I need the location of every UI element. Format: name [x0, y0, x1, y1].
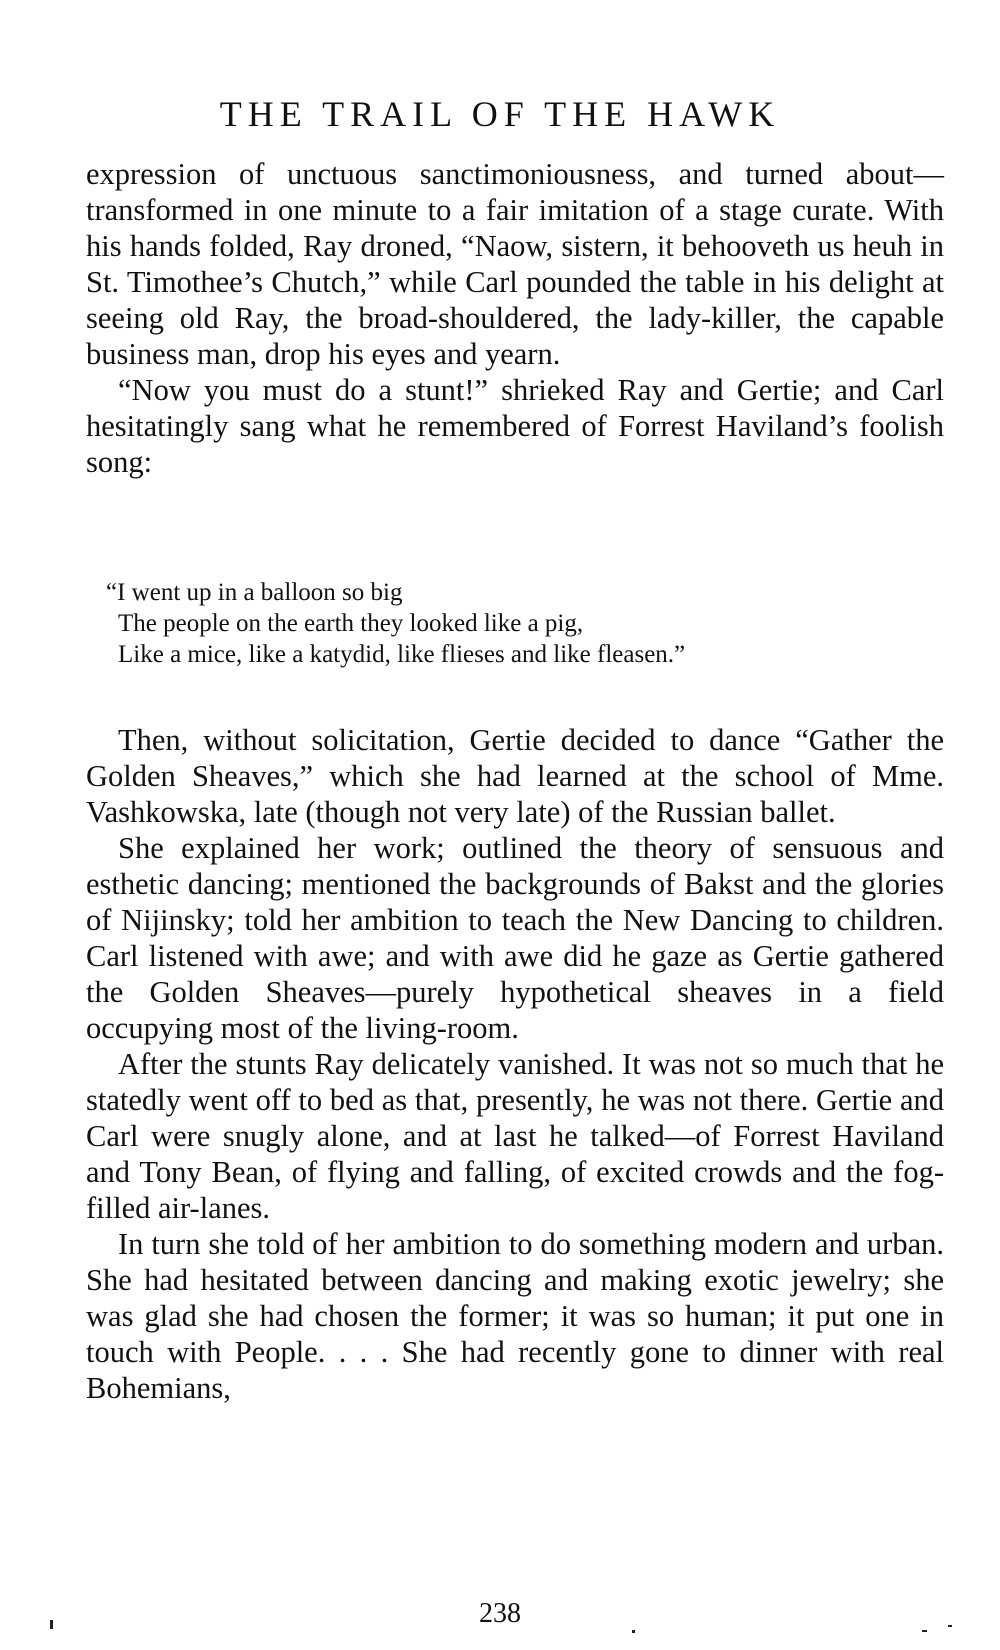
verse-line: “I went up in a balloon so big	[106, 579, 403, 606]
paragraph: expression of unctuous sanctimoniousness, and turned about—transformed in one minute to a fair imitation of a stage curate. With his hands folded, Ray droned, “Naow, sistern, it behooveth us heuh in St. Timothee’s Chutch,” while Carl pounded the table in his delight at seeing old Ray, the broad-shouldered, the lady-killer, the capable business man, drop his eyes and yearn.	[86, 157, 944, 371]
paragraph: In turn she told of her ambition to do something modern and urban. She had hesitated between dancing and making exotic jewelry; she was glad she had chosen the former; it was so human; it put one in touch with People. . . . She had recently gone to dinner with real Bohemians,	[86, 1227, 944, 1405]
scan-speck	[922, 1630, 927, 1632]
paragraph: “Now you must do a stunt!” shrieked Ray and Gertie; and Carl hesitatingly sang what he remembered of Forrest Haviland’s foolish song:	[86, 373, 944, 479]
verse-line: The people on the earth they looked like a pig,	[118, 610, 584, 637]
song-verse	[106, 577, 938, 670]
scan-speck	[50, 1620, 53, 1629]
paragraph: After the stunts Ray delicately vanished. It was not so much that he statedly went off to bed as that, presently, he was not there. Gertie and Carl were snugly alone, and at last he talked—of Forrest Haviland and Tony Bean, of flying and falling, of excited crowds and the fog-filled air-lanes.	[86, 1047, 944, 1225]
scan-speck	[632, 1630, 635, 1633]
scan-speck	[948, 1625, 952, 1627]
page-number: 238	[479, 1598, 521, 1629]
paragraph: She explained her work; outlined the theory of sensuous and esthetic dancing; mentioned the backgrounds of Bakst and the glories of Nijinsky; told her ambition to teach the New Dancing to children. Carl listened with awe; and with awe did he gaze as Gertie gathered the Golden Sheaves—purely hypothetical sheaves in a field occupying most of the living-room.	[86, 831, 944, 1045]
text-block-top	[86, 156, 944, 480]
paragraph: Then, without solicitation, Gertie decided to dance “Gather the Golden Sheaves,” which she had learned at the school of Mme. Vashkowska, late (though not very late) of the Russian ballet.	[86, 723, 944, 829]
text-block-bottom	[86, 722, 944, 1406]
running-head: THE TRAIL OF THE HAWK	[219, 94, 781, 134]
verse-line: Like a mice, like a katydid, like flieses and like fleasen.”	[118, 641, 686, 668]
